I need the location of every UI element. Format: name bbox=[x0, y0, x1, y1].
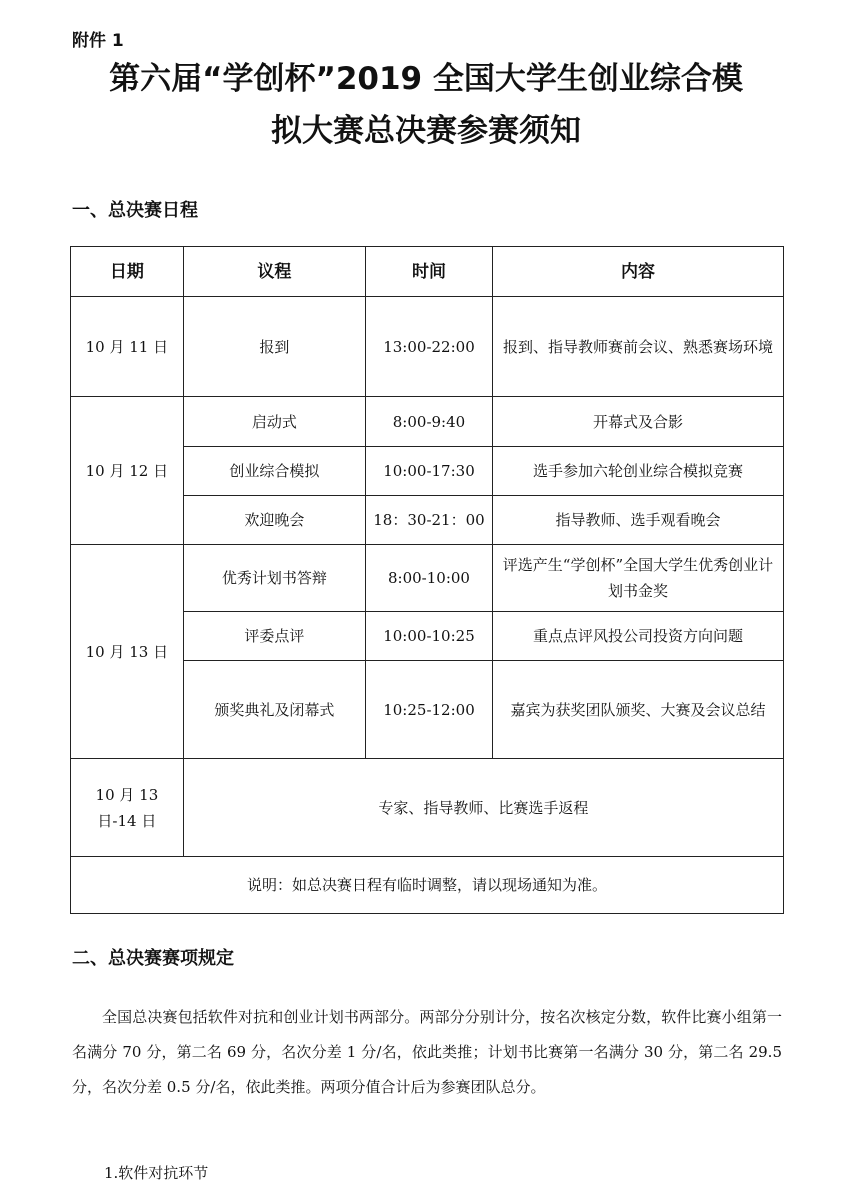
agenda-cell: 颁奖典礼及闭幕式 bbox=[183, 661, 365, 759]
agenda-cell: 评委点评 bbox=[183, 612, 365, 661]
time-cell: 8:00-10:00 bbox=[366, 545, 493, 612]
time-cell: 18：30-21：00 bbox=[366, 496, 493, 545]
header-date: 日期 bbox=[71, 247, 184, 297]
time-cell: 8:00-9:40 bbox=[366, 397, 493, 447]
agenda-cell: 报到 bbox=[183, 297, 365, 397]
header-time: 时间 bbox=[366, 247, 493, 297]
agenda-cell: 优秀计划书答辩 bbox=[183, 545, 365, 612]
agenda-cell: 欢迎晚会 bbox=[183, 496, 365, 545]
table-note-row bbox=[71, 857, 784, 914]
content-cell: 重点点评风投公司投资方向问题 bbox=[492, 612, 783, 661]
time-cell: 10:25-12:00 bbox=[366, 661, 493, 759]
date-cell: 10 月 13 日 bbox=[71, 545, 184, 759]
document-title-line-1: 第六届“学创杯”2019 全国大学生创业综合模 bbox=[109, 61, 743, 97]
date-cell: 10 月 12 日 bbox=[71, 397, 184, 545]
content-cell: 专家、指导教师、比赛选手返程 bbox=[183, 759, 783, 857]
content-cell: 选手参加六轮创业综合模拟竞赛 bbox=[492, 447, 783, 496]
agenda-cell: 启动式 bbox=[183, 397, 365, 447]
attachment-label: 附件 1 bbox=[72, 31, 124, 51]
table-row bbox=[71, 759, 784, 857]
content-cell: 评选产生“学创杯”全国大学生优秀创业计划书金奖 bbox=[492, 545, 783, 612]
table-row bbox=[71, 297, 784, 397]
agenda-cell: 创业综合模拟 bbox=[183, 447, 365, 496]
content-cell: 开幕式及合影 bbox=[492, 397, 783, 447]
schedule-note: 说明：如总决赛日程有临时调整，请以现场通知为准。 bbox=[71, 857, 784, 914]
list-item-software: 1.软件对抗环节 bbox=[104, 1164, 209, 1182]
table-row bbox=[71, 397, 784, 447]
time-cell: 10:00-17:30 bbox=[366, 447, 493, 496]
section-heading-schedule: 一、总决赛日程 bbox=[72, 200, 198, 221]
section-heading-rules: 二、总决赛赛项规定 bbox=[72, 948, 234, 969]
time-cell: 13:00-22:00 bbox=[366, 297, 493, 397]
rules-paragraph: 全国总决赛包括软件对抗和创业计划书两部分。两部分分别计分，按名次核定分数，软件比赛小组第一名满分 70 分，第二名 69 分，名次分差 1 分/名，依此类推；计划书比赛第一名满分 30 分，第二名 29.5 分，名次分差 0.5 分/名，依此类推。两项分值合计后为参赛团队总分。 bbox=[72, 1008, 782, 1096]
content-cell: 嘉宾为获奖团队颁奖、大赛及会议总结 bbox=[492, 661, 783, 759]
document-title-line-2: 拟大赛总决赛参赛须知 bbox=[271, 113, 581, 149]
header-agenda: 议程 bbox=[183, 247, 365, 297]
content-cell: 报到、指导教师赛前会议、熟悉赛场环境 bbox=[492, 297, 783, 397]
date-cell: 10 月 13 日-14 日 bbox=[71, 759, 184, 857]
table-header-row bbox=[71, 247, 784, 297]
header-content: 内容 bbox=[492, 247, 783, 297]
schedule-table bbox=[70, 246, 784, 914]
time-cell: 10:00-10:25 bbox=[366, 612, 493, 661]
date-cell: 10 月 11 日 bbox=[71, 297, 184, 397]
content-cell: 指导教师、选手观看晚会 bbox=[492, 496, 783, 545]
table-row bbox=[71, 545, 784, 612]
